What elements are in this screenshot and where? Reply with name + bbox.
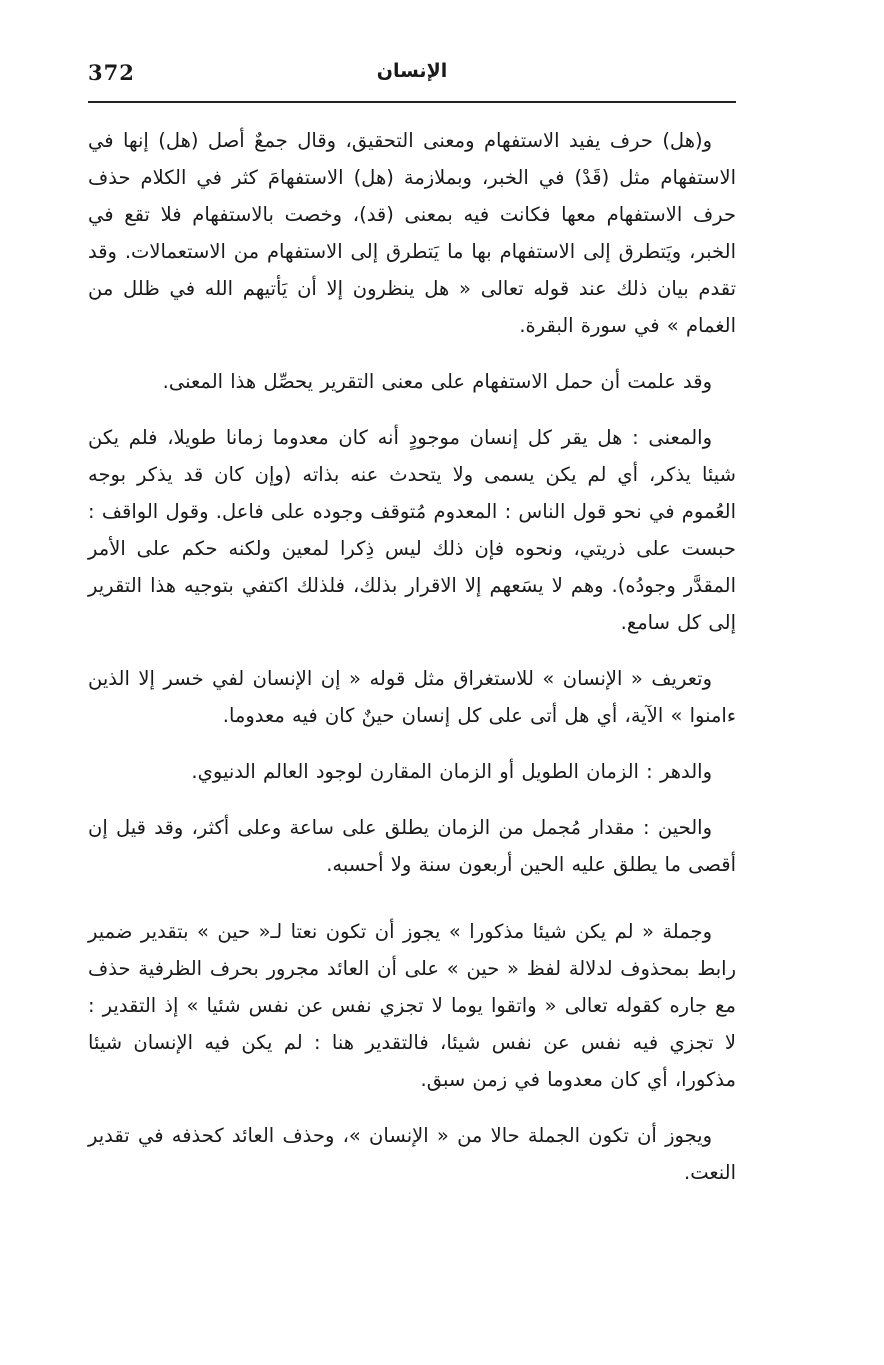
header-rule [88, 101, 736, 103]
page-body [88, 122, 736, 1210]
paragraph-taqrir: وقد علمت أن حمل الاستفهام على معنى التقرير يحصِّل هذا المعنى. [162, 370, 712, 393]
page-number: 372 [88, 60, 135, 85]
paragraph-sentence-hal: ويجوز أن تكون الجملة حالا من « الإنسان »، وحذف العائد كحذفه في تقدير النعت. [88, 1124, 736, 1184]
paragraph-definite-insan: وتعريف « الإنسان » للاستغراق مثل قوله « إن الإنسان لفي خسر إلا الذين ءامنوا » الآية، أي هل أتى على كل إنسان حينٌ كان فيه معدوما. [88, 667, 736, 727]
running-title: الإنسان [376, 60, 448, 82]
page-header [88, 52, 736, 98]
paragraph-hal-particle: و(هل) حرف يفيد الاستفهام ومعنى التحقيق، وقال جمعٌ أصل (هل) إنها في الاستفهام مثل (قَدْ) في الخبر، وبملازمة (هل) الاستفهامَ كثر في الكلام حذف حرف الاستفهام معها فكانت فيه بمعنى (قد)، وخصت بالاستفهام فلا تقع في الخبر، ويَتطرق إلى الاستفهام بها ما يَتطرق إلى الاستفهام من الاستعمالات. وقد تقدم بيان ذلك عند قوله تعالى « هل ينظرون إلا أن يَأتيهم الله في ظلل من الغمام » في سورة البقرة. [88, 129, 736, 337]
paragraph-hin: والحين : مقدار مُجمل من الزمان يطلق على ساعة وعلى أكثر، وقد قيل إن أقصى ما يطلق عليه الحين أربعون سنة ولا أحسبه. [88, 816, 736, 876]
paragraph-sentence-naat: وجملة « لم يكن شيئا مذكورا » يجوز أن تكون نعتا لـ« حين » بتقدير ضمير رابط بمحذوف لدلالة لفظ « حين » على أن العائد مجرور بحرف الظرفية حذف مع جاره كقوله تعالى « واتقوا يوما لا تجزي نفس عن نفس شئيا » إذ التقدير : لا تجزي فيه نفس عن نفس شيئا، فالتقدير هنا : لم يكن فيه الإنسان شيئا مذكورا، أي كان معدوما في زمن سبق. [88, 920, 736, 1091]
paragraph-meaning: والمعنى : هل يقر كل إنسان موجودٍ أنه كان معدوما زمانا طويلا، فلم يكن شيئا يذكر، أي لم يكن يسمى ولا يتحدث عنه بذاته (وإن كان قد يذكر بوجه العُموم في نحو قول الناس : المعدوم مُتوقف وجوده على فاعل. وقول الواقف : حبست على ذريتي، ونحوه فإن ذلك ليس ذِكرا لمعين ولكنه حكم على الأمر المقدَّر وجودُه). وهم لا يسَعهم إلا الاقرار بذلك، فلذلك اكتفي بتوجيه هذا التقرير إلى كل سامع. [88, 426, 736, 634]
paragraph-dahr: والدهر : الزمان الطويل أو الزمان المقارن لوجود العالم الدنيوي. [191, 760, 712, 783]
